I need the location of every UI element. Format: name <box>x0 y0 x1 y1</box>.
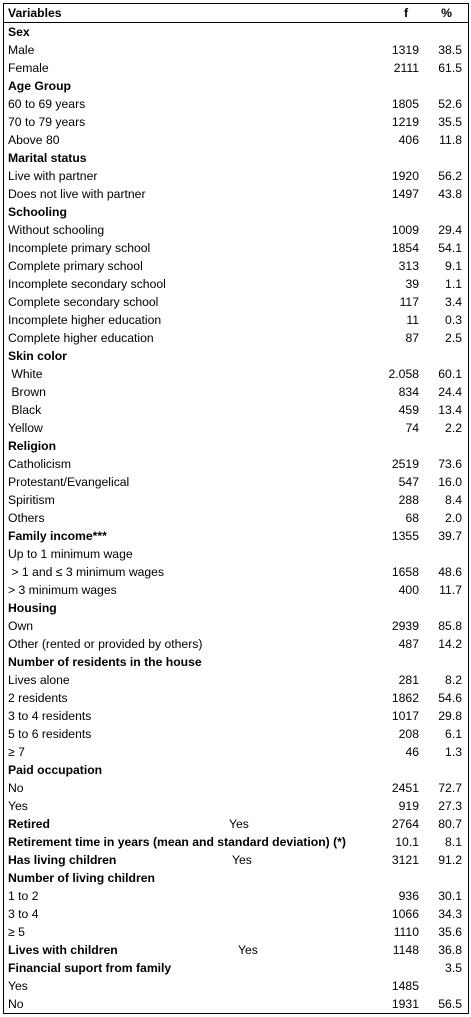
header-divider <box>3 22 469 23</box>
percent-cell: 6.1 <box>445 726 462 741</box>
row-label: Own <box>8 618 34 633</box>
section-row <box>0 761 471 779</box>
table-row <box>0 59 471 77</box>
frequency-cell: 2111 <box>393 60 419 75</box>
section-row <box>0 527 471 545</box>
percent-cell: 11.7 <box>439 582 462 597</box>
table-row <box>0 41 471 59</box>
row-label: Marital status <box>8 150 87 165</box>
frequency-cell: 487 <box>398 636 419 651</box>
frequency-cell: 1862 <box>391 690 419 705</box>
percent-cell: 2.0 <box>445 510 462 525</box>
percent-cell: 80.7 <box>438 816 462 831</box>
frequency-cell: 68 <box>405 510 419 525</box>
frequency-cell: 74 <box>405 420 419 435</box>
table-row <box>0 743 471 761</box>
row-label: ≥ 7 <box>8 744 25 759</box>
frequency-cell: 936 <box>398 888 419 903</box>
row-label: > 1 and ≤ 3 minimum wages <box>8 564 165 579</box>
frequency-cell: 1009 <box>391 222 419 237</box>
frequency-cell: 117 <box>399 294 419 309</box>
table-row <box>0 635 471 653</box>
row-label: Lives with children <box>8 942 118 957</box>
row-label: White <box>8 366 43 381</box>
percent-cell: 35.5 <box>438 114 462 129</box>
percent-cell: 16.0 <box>438 474 462 489</box>
row-label: Schooling <box>8 204 67 219</box>
frequency-cell: 1658 <box>391 564 419 579</box>
percent-cell: 52.6 <box>438 96 462 111</box>
table-row <box>0 491 471 509</box>
frequency-cell: 1066 <box>391 906 419 921</box>
section-row <box>0 653 471 671</box>
percent-cell: 54.1 <box>438 240 462 255</box>
percent-cell: 27.3 <box>438 798 462 813</box>
row-label: Family income*** <box>8 528 107 543</box>
row-label: Brown <box>8 384 46 399</box>
row-label: Retired <box>8 816 50 831</box>
table-row <box>0 905 471 923</box>
row-label: Incomplete primary school <box>8 240 151 255</box>
row-label: 1 to 2 <box>8 888 39 903</box>
table-row <box>0 185 471 203</box>
percent-cell: 56.2 <box>438 168 462 183</box>
frequency-cell: 2764 <box>391 816 419 831</box>
row-label: Others <box>8 510 45 525</box>
percent-cell: 61.5 <box>438 60 462 75</box>
percent-cell: 38.5 <box>438 42 462 57</box>
percent-cell: 2.5 <box>445 330 462 345</box>
row-label: Has living children <box>8 852 117 867</box>
table-row <box>0 401 471 419</box>
percent-cell: 11.8 <box>439 132 462 147</box>
table-row <box>0 293 471 311</box>
percent-cell: 0.3 <box>445 312 462 327</box>
row-label: Male <box>8 42 35 57</box>
row-label: Complete secondary school <box>8 294 159 309</box>
left-border <box>3 3 4 1014</box>
row-label: Does not live with partner <box>8 186 146 201</box>
percent-cell: 3.5 <box>445 960 462 975</box>
row-label: Lives alone <box>8 672 70 687</box>
row-label: Retirement time in years (mean and standard deviation) (*) <box>8 834 346 849</box>
row-label: Up to 1 minimum wage <box>8 546 133 561</box>
table-row <box>0 275 471 293</box>
table-row <box>0 383 471 401</box>
table-row <box>0 311 471 329</box>
section-row <box>0 833 471 851</box>
row-label: Number of residents in the house <box>8 654 202 669</box>
section-row <box>0 959 471 977</box>
row-label: No <box>8 780 24 795</box>
table-row <box>0 221 471 239</box>
row-label: 2 residents <box>8 690 68 705</box>
table-row <box>0 797 471 815</box>
percent-cell: 91.2 <box>438 852 462 867</box>
frequency-cell: 1485 <box>391 978 419 993</box>
table-row <box>0 671 471 689</box>
percent-cell: 1.3 <box>445 744 462 759</box>
row-label: Sex <box>8 24 30 39</box>
section-row <box>0 23 471 41</box>
table-row <box>0 617 471 635</box>
row-label: Yes <box>8 798 28 813</box>
row-label: Number of living children <box>8 870 155 885</box>
frequency-cell: 1355 <box>391 528 419 543</box>
table-row <box>0 365 471 383</box>
row-label: Black <box>8 402 42 417</box>
row-label: Female <box>8 60 49 75</box>
top-border <box>3 3 469 4</box>
row-extra: Yes <box>238 942 258 957</box>
frequency-cell: 39 <box>405 276 419 291</box>
header-percent: % <box>441 6 452 20</box>
table-row <box>0 887 471 905</box>
percent-cell: 60.1 <box>438 366 462 381</box>
table-row <box>0 725 471 743</box>
table-row <box>0 581 471 599</box>
percent-cell: 30.1 <box>438 888 462 903</box>
frequency-cell: 1920 <box>391 168 419 183</box>
row-label: ≥ 5 <box>8 924 25 939</box>
frequency-cell: 281 <box>398 672 419 687</box>
percent-cell: 54.6 <box>438 690 462 705</box>
row-label: Paid occupation <box>8 762 103 777</box>
row-label: Religion <box>8 438 57 453</box>
frequency-cell: 919 <box>398 798 419 813</box>
percent-cell: 8.4 <box>445 492 462 507</box>
frequency-cell: 2939 <box>391 618 419 633</box>
table-row <box>0 167 471 185</box>
row-label: Other (rented or provided by others) <box>8 636 203 651</box>
percent-cell: 8.2 <box>445 672 462 687</box>
row-label: Complete primary school <box>8 258 143 273</box>
section-row <box>0 869 471 887</box>
percent-cell: 24.4 <box>438 384 462 399</box>
frequency-cell: 11 <box>406 312 419 327</box>
table-row <box>0 257 471 275</box>
row-label: 70 to 79 years <box>8 114 86 129</box>
row-label: Live with partner <box>8 168 98 183</box>
table-row <box>0 455 471 473</box>
table-row <box>0 563 471 581</box>
percent-cell: 34.3 <box>438 906 462 921</box>
row-label: Housing <box>8 600 57 615</box>
row-label: Catholicism <box>8 456 71 471</box>
frequency-cell: 406 <box>398 132 419 147</box>
percent-cell: 2.2 <box>445 420 462 435</box>
row-label: Protestant/Evangelical <box>8 474 130 489</box>
table-row <box>0 419 471 437</box>
percent-cell: 35.6 <box>438 924 462 939</box>
frequency-cell: 1931 <box>391 996 419 1011</box>
percent-cell: 48.6 <box>438 564 462 579</box>
section-row <box>0 77 471 95</box>
table-row <box>0 707 471 725</box>
row-label: Financial suport from family <box>8 960 172 975</box>
frequency-cell: 459 <box>398 402 419 417</box>
row-label: No <box>8 996 24 1011</box>
frequency-cell: 834 <box>398 384 419 399</box>
percent-cell: 36.8 <box>438 942 462 957</box>
percent-cell: 73.6 <box>438 456 462 471</box>
section-row <box>0 149 471 167</box>
frequency-cell: 1017 <box>391 708 419 723</box>
frequency-cell: 3121 <box>391 852 419 867</box>
frequency-cell: 1148 <box>392 942 419 957</box>
section-row <box>0 347 471 365</box>
table-row <box>0 545 471 563</box>
row-label: 3 to 4 residents <box>8 708 92 723</box>
frequency-cell: 1805 <box>391 96 419 111</box>
table-row <box>0 923 471 941</box>
section-row <box>0 437 471 455</box>
frequency-cell: 46 <box>405 744 419 759</box>
row-extra: Yes <box>229 816 249 831</box>
percent-cell: 29.8 <box>438 708 462 723</box>
percent-cell: 13.4 <box>438 402 462 417</box>
percent-cell: 72.7 <box>438 780 462 795</box>
section-row <box>0 599 471 617</box>
frequency-cell: 400 <box>398 582 419 597</box>
row-label: 60 to 69 years <box>8 96 86 111</box>
frequency-cell: 208 <box>398 726 419 741</box>
table-row <box>0 509 471 527</box>
section-row <box>0 851 471 869</box>
frequency-cell: 1854 <box>391 240 419 255</box>
percent-cell: 56.5 <box>438 996 462 1011</box>
percent-cell: 39.7 <box>438 528 462 543</box>
row-label: Above 80 <box>8 132 60 147</box>
row-label: 5 to 6 residents <box>8 726 92 741</box>
table-row <box>0 329 471 347</box>
table-row <box>0 473 471 491</box>
row-label: Without schooling <box>8 222 105 237</box>
table-row <box>0 95 471 113</box>
percent-cell: 85.8 <box>438 618 462 633</box>
frequency-cell: 10.1 <box>395 834 419 849</box>
percent-cell: 8.1 <box>445 834 462 849</box>
frequency-cell: 2.058 <box>388 366 419 381</box>
frequency-cell: 1110 <box>393 924 419 939</box>
frequency-cell: 313 <box>398 258 419 273</box>
row-label: Spiritism <box>8 492 55 507</box>
table-row <box>0 689 471 707</box>
frequency-cell: 1497 <box>391 186 419 201</box>
row-label: Incomplete secondary school <box>8 276 166 291</box>
percent-cell: 1.1 <box>445 276 462 291</box>
header-frequency: f <box>403 6 408 20</box>
percent-cell: 9.1 <box>445 258 462 273</box>
frequency-cell: 2451 <box>391 780 419 795</box>
percent-cell: 3.4 <box>445 294 462 309</box>
right-border <box>468 3 469 1014</box>
table-row <box>0 995 471 1013</box>
frequency-cell: 1319 <box>391 42 419 57</box>
percent-cell: 14.2 <box>438 636 462 651</box>
row-label: Skin color <box>8 348 67 363</box>
row-label: Yes <box>8 978 28 993</box>
table-row <box>0 239 471 257</box>
row-label: Age Group <box>8 78 71 93</box>
section-row <box>0 941 471 959</box>
frequency-cell: 87 <box>405 330 419 345</box>
row-label: Yellow <box>8 420 43 435</box>
frequency-cell: 1219 <box>391 114 419 129</box>
table-row <box>0 977 471 995</box>
row-label: 3 to 4 <box>8 906 39 921</box>
table-row <box>0 131 471 149</box>
row-label: Complete higher education <box>8 330 154 345</box>
bottom-border <box>3 1013 469 1014</box>
frequency-cell: 547 <box>398 474 419 489</box>
row-label: > 3 minimum wages <box>8 582 117 597</box>
table-row <box>0 779 471 797</box>
row-extra: Yes <box>232 852 252 867</box>
percent-cell: 43.8 <box>438 186 462 201</box>
section-row <box>0 815 471 833</box>
header-variables: Variables <box>8 6 62 20</box>
table-row <box>0 113 471 131</box>
row-label: Incomplete higher education <box>8 312 162 327</box>
percent-cell: 29.4 <box>438 222 462 237</box>
frequency-cell: 2519 <box>391 456 419 471</box>
frequency-cell: 288 <box>398 492 419 507</box>
header-row <box>0 4 471 22</box>
section-row <box>0 203 471 221</box>
